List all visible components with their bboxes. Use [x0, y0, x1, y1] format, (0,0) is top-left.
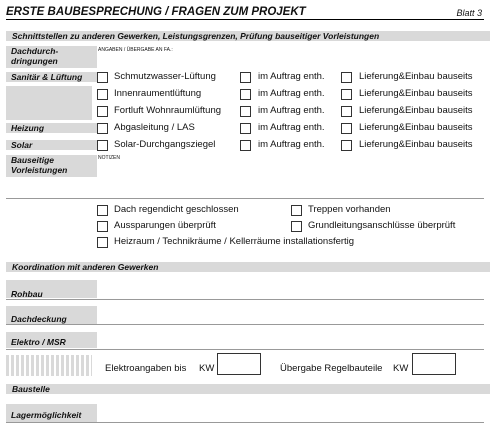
vorleistungen-label: Bauseitige Vorleistungen	[6, 155, 97, 177]
option-fortluft-bauseits: Lieferung&Einbau bauseits	[359, 105, 473, 116]
category-heizung: Heizung	[6, 123, 97, 133]
checkbox-aussparungen[interactable]	[97, 221, 108, 232]
dachdeckung-line	[6, 324, 484, 325]
checkbox-fortluft[interactable]	[97, 106, 108, 117]
page-title: ERSTE BAUBESPRECHUNG / FRAGEN ZUM PROJEKT	[6, 6, 306, 18]
check-treppen: Treppen vorhanden	[308, 204, 391, 215]
elektro-hatch	[6, 355, 92, 376]
dachdurchdringungen-label: Dachdurch- dringungen	[6, 46, 97, 68]
dachdurchdringungen-note: ANGABEN / ÜBERGABE AN FA.:	[98, 47, 173, 53]
notes-line	[6, 198, 484, 199]
uebergabe-kw-label: KW	[393, 363, 409, 374]
baustelle-heading: Baustelle	[6, 384, 490, 394]
checkbox-treppen[interactable]	[291, 205, 302, 216]
checkbox-abgas-bauseits[interactable]	[341, 123, 352, 134]
option-abgas-auftrag: im Auftrag enth.	[258, 122, 325, 133]
schnittstellen-heading: Schnittstellen zu anderen Gewerken, Leistungsgrenzen, Prüfung bauseitiger Vorleistungen	[6, 31, 490, 41]
checkbox-dach-regendicht[interactable]	[97, 205, 108, 216]
dachdeckung-label: Dachdeckung	[6, 306, 97, 324]
checkbox-innenraum[interactable]	[97, 89, 108, 100]
item-abgas: Abgasleitung / LAS	[114, 122, 195, 133]
rohbau-line	[6, 299, 484, 300]
option-solar-auftrag: im Auftrag enth.	[258, 139, 325, 150]
item-solar: Solar-Durchgangsziegel	[114, 139, 216, 150]
elektroangaben-kw-label: KW	[199, 363, 215, 374]
option-schmutzwasser-auftrag: im Auftrag enth.	[258, 71, 325, 82]
category-solar: Solar	[6, 140, 97, 150]
uebergabe-kw-input[interactable]	[412, 353, 456, 375]
checkbox-solar[interactable]	[97, 140, 108, 151]
option-fortluft-auftrag: im Auftrag enth.	[258, 105, 325, 116]
lager-line	[6, 422, 484, 423]
elektro-line	[6, 349, 484, 350]
option-solar-bauseits: Lieferung&Einbau bauseits	[359, 139, 473, 150]
checkbox-fortluft-bauseits[interactable]	[341, 106, 352, 117]
checkbox-fortluft-auftrag[interactable]	[240, 106, 251, 117]
checkbox-schmutzwasser-auftrag[interactable]	[240, 72, 251, 83]
koordination-heading: Koordination mit anderen Gewerken	[6, 262, 490, 272]
lager-label: Lagermöglichkeit	[6, 404, 97, 422]
elektroangaben-kw-input[interactable]	[217, 353, 261, 375]
item-schmutzwasser: Schmutzwasser-Lüftung	[114, 71, 216, 82]
option-schmutzwasser-bauseits: Lieferung&Einbau bauseits	[359, 71, 473, 82]
category-sanitaer-continued	[6, 86, 92, 120]
elektroangaben-label: Elektroangaben bis	[105, 363, 187, 374]
checkbox-schmutzwasser-bauseits[interactable]	[341, 72, 352, 83]
rohbau-label: Rohbau	[6, 280, 97, 298]
checkbox-solar-auftrag[interactable]	[240, 140, 251, 151]
check-grundleitung: Grundleitungsanschlüsse überprüft	[308, 220, 456, 231]
category-sanitaer: Sanitär & Lüftung	[6, 72, 97, 82]
item-fortluft: Fortluft Wohnraumlüftung	[114, 105, 222, 116]
checkbox-abgas-auftrag[interactable]	[240, 123, 251, 134]
option-innenraum-auftrag: im Auftrag enth.	[258, 88, 325, 99]
elektro-label: Elektro / MSR	[6, 332, 97, 348]
check-heizraum: Heizraum / Technikräume / Kellerräume installationsfertig	[114, 236, 355, 247]
checkbox-abgas[interactable]	[97, 123, 108, 134]
check-dach-regendicht: Dach regendicht geschlossen	[114, 204, 239, 215]
checkbox-schmutzwasser[interactable]	[97, 72, 108, 83]
vorleistungen-note: NOTIZEN	[98, 155, 120, 161]
option-abgas-bauseits: Lieferung&Einbau bauseits	[359, 122, 473, 133]
option-innenraum-bauseits: Lieferung&Einbau bauseits	[359, 88, 473, 99]
checkbox-grundleitung[interactable]	[291, 221, 302, 232]
check-aussparungen: Aussparungen überprüft	[114, 220, 216, 231]
checkbox-solar-bauseits[interactable]	[341, 140, 352, 151]
sheet-number: Blatt 3	[456, 8, 482, 18]
item-innenraum: Innenraumentlüftung	[114, 88, 202, 99]
checkbox-innenraum-bauseits[interactable]	[341, 89, 352, 100]
checkbox-heizraum[interactable]	[97, 237, 108, 248]
uebergabe-label: Übergabe Regelbauteile	[280, 363, 383, 374]
checkbox-innenraum-auftrag[interactable]	[240, 89, 251, 100]
header-rule	[6, 19, 484, 20]
